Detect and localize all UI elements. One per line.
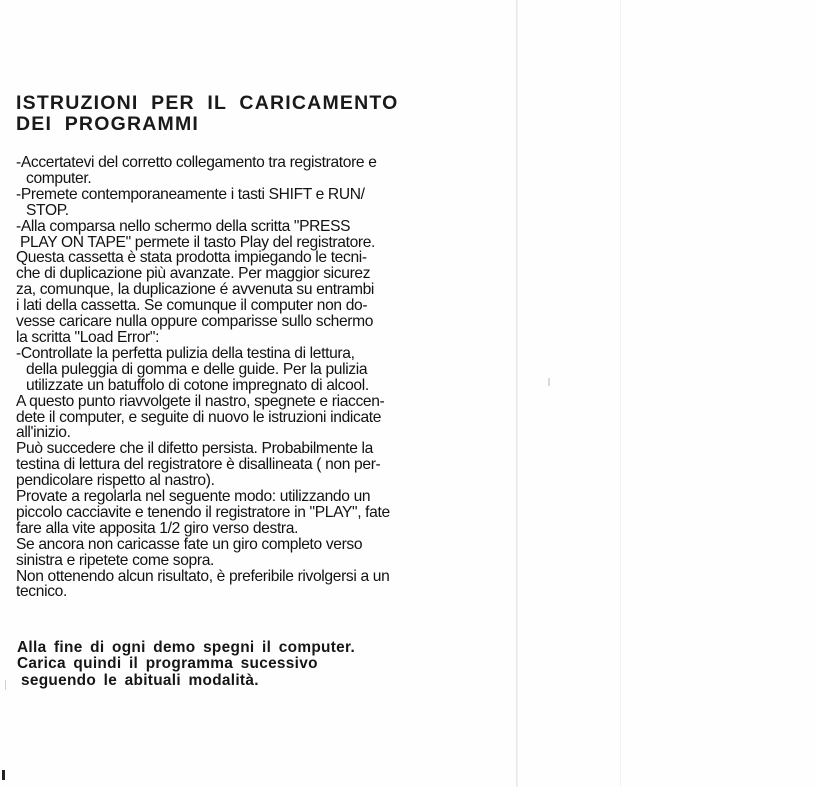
body-line: Può succedere che il difetto persista. Probabilmente la — [16, 440, 373, 458]
instructions-body — [16, 155, 516, 600]
body-line: tecnico. — [16, 583, 67, 601]
body-line: all'inizio. — [16, 424, 71, 442]
body-line: Non ottenendo alcun risultato, è preferibile rivolgersi a un — [16, 567, 390, 585]
body-line: -Controllate la perfetta pulizia della testina di lettura, — [16, 344, 355, 362]
body-line: Se ancora non caricasse fate un giro completo verso — [16, 535, 363, 553]
body-line: -Alla comparsa nello schermo della scritta "PRESS — [16, 217, 351, 235]
body-line: piccolo cacciavite e tenendo il registratore in "PLAY", fate — [16, 503, 390, 521]
page-fold-line-faint — [620, 0, 621, 787]
scan-speck — [548, 378, 550, 386]
scan-speck — [2, 770, 5, 780]
body-line: che di duplicazione più avanzate. Per maggior sicurez — [16, 265, 371, 283]
body-line: sinistra e ripetete come sopra. — [16, 551, 215, 569]
closing-note-line-3: seguendo le abituali modalità. — [21, 671, 259, 689]
body-line: pendicolare rispetto al nastro). — [16, 472, 215, 490]
closing-note-line-1: Alla fine di ogni demo spegni il computer. — [17, 639, 356, 656]
body-line: i lati della cassetta. Se comunque il computer non do- — [16, 297, 368, 315]
body-line: fare alla vite apposita 1/2 giro verso destra. — [16, 519, 299, 537]
body-line: utilizzate un batuffolo di cotone impregnato di alcool. — [26, 376, 369, 394]
body-line: della puleggia di gomma e delle guide. Per la pulizia — [26, 360, 368, 378]
body-line: -Accertatevi del corretto collegamento tra registratore e — [16, 154, 377, 171]
body-line: vesse caricare nulla oppure comparisse sullo schermo — [16, 313, 374, 331]
closing-note — [17, 640, 355, 689]
body-line: PLAY ON TAPE" permete il tasto Play del registratore. — [20, 233, 376, 251]
body-line: testina di lettura del registratore è disallineata ( non per- — [16, 456, 381, 474]
body-line: dete il computer, e seguite di nuovo le istruzioni indicate — [16, 408, 382, 426]
body-line: la scritta "Load Error": — [16, 328, 160, 346]
body-line: Questa cassetta è stata prodotta impiegando le tecni- — [16, 249, 367, 267]
heading-line-2: DEI PROGRAMMI — [16, 113, 200, 135]
heading-line-1: ISTRUZIONI PER IL CARICAMENTO — [16, 92, 399, 114]
closing-note-line-2: Carica quindi il programma sucessivo — [17, 655, 318, 673]
body-line: -Premete contemporaneamente i tasti SHIFT e RUN/ — [16, 185, 365, 203]
body-line: za, comunque, la duplicazione é avvenuta su entrambi — [16, 281, 375, 299]
body-line: computer. — [26, 169, 92, 187]
body-line: A questo punto riavvolgete il nastro, spegnete e riaccen- — [16, 392, 385, 410]
instructions-heading — [16, 93, 399, 135]
body-line: Provate a regolarla nel seguente modo: utilizzando un — [16, 488, 371, 506]
scan-speck — [5, 680, 6, 690]
page-fold-line — [516, 0, 518, 787]
body-line: STOP. — [26, 201, 69, 219]
